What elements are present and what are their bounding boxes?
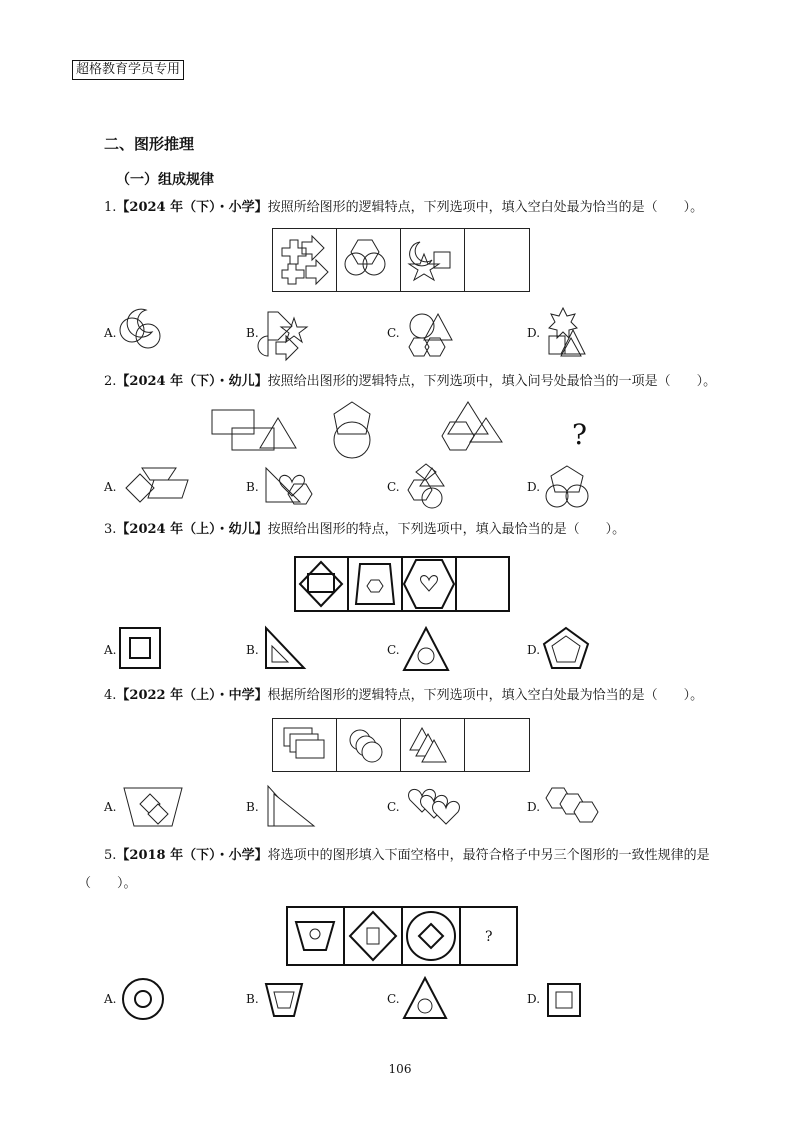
question-number: 3. (104, 522, 117, 537)
q1-option-d-label[interactable]: D. (527, 326, 541, 340)
q2-option-b-figure[interactable] (262, 462, 316, 508)
q4-option-b-figure[interactable] (264, 784, 320, 830)
question-tag: 【2024 年（下）・小学】 (116, 200, 268, 215)
q1-cell3-star-crescent (409, 242, 450, 280)
q5-option-d-label[interactable]: D. (527, 992, 541, 1006)
q5-option-a-figure[interactable] (120, 976, 166, 1022)
q5-option-d-figure[interactable] (546, 982, 582, 1018)
question-tag: 【2024 年（下）・幼儿】 (116, 374, 268, 389)
question-3 (104, 522, 625, 538)
q4-cell3-triangles (410, 728, 446, 762)
q5-option-a-label[interactable]: A. (104, 992, 117, 1006)
q1-option-b-label[interactable]: B. (246, 326, 259, 340)
question-text: 将选项中的图形填入下面空格中，最符合格子中另三个图形的一致性规律的是 (267, 848, 710, 863)
q2-option-c-label[interactable]: C. (387, 480, 400, 494)
q1-option-b-figure[interactable] (262, 308, 312, 360)
q3-option-b-figure[interactable] (262, 626, 306, 670)
q2-fig3-hexagon-triangles (442, 402, 502, 450)
q4-option-a-figure[interactable] (122, 784, 184, 830)
q2-option-d-figure[interactable] (543, 464, 593, 510)
q4-option-b-label[interactable]: B. (246, 800, 259, 814)
q5-figure-strip (286, 906, 518, 966)
q2-option-c-figure[interactable] (402, 462, 452, 510)
q4-cell2-circles (350, 730, 382, 762)
question-text: 根据所给图形的逻辑特点，下列选项中，填入空白处最为恰当的是（ ）。 (267, 688, 704, 703)
q4-option-a-label[interactable]: A. (104, 800, 117, 814)
q1-cell1-crosses-arrows (282, 236, 328, 284)
q2-option-b-label[interactable]: B. (246, 480, 259, 494)
question-number: 1. (104, 200, 117, 215)
question-tag: 【2024 年（上）・幼儿】 (116, 522, 268, 537)
q4-option-d-label[interactable]: D. (527, 800, 541, 814)
q3-option-d-figure[interactable] (542, 626, 590, 670)
q4-figure-strip (272, 718, 530, 772)
q5-option-c-figure[interactable] (402, 976, 448, 1020)
student-only-stamp: 超格教育学员专用 (72, 60, 184, 80)
question-number: 4. (104, 688, 117, 703)
q5-question-mark: ? (485, 929, 493, 945)
q2-question-mark: ? (572, 418, 588, 451)
q2-figure-row (200, 400, 600, 460)
q1-option-d-figure[interactable] (543, 306, 589, 360)
q5-option-c-label[interactable]: C. (387, 992, 400, 1006)
question-number: 5. (104, 848, 117, 863)
question-text: 按照给出图形的逻辑特点，下列选项中，填入问号处最恰当的一项是（ ）。 (267, 374, 717, 389)
q1-option-a-label[interactable]: A. (104, 326, 117, 340)
q5-cell3-circle-diamond (407, 912, 455, 960)
q4-option-c-label[interactable]: C. (387, 800, 400, 814)
question-number: 2. (104, 374, 117, 389)
q3-option-b-label[interactable]: B. (246, 643, 259, 657)
q2-option-a-figure[interactable] (124, 464, 194, 504)
question-5-continued: （ ）。 (78, 876, 137, 891)
question-text: 按照给出图形的特点，下列选项中，填入最恰当的是（ ）。 (267, 522, 626, 537)
question-tag: 【2018 年（下）・小学】 (116, 848, 268, 863)
question-1 (104, 200, 703, 216)
q4-cell1-rectangles (284, 728, 324, 758)
q4-option-d-figure[interactable] (544, 784, 600, 828)
question-5 (104, 848, 710, 864)
section-title: 二、图形推理 (104, 135, 195, 153)
q3-option-a-label[interactable]: A. (104, 643, 117, 657)
q2-option-a-label[interactable]: A. (104, 480, 117, 494)
q3-figure-strip (294, 556, 510, 612)
q5-option-b-figure[interactable] (264, 980, 304, 1020)
q3-option-d-label[interactable]: D. (527, 643, 541, 657)
q3-cell2-trapezoid-hexagon (356, 564, 394, 604)
question-2 (104, 374, 716, 390)
q3-option-a-figure[interactable] (118, 626, 162, 670)
q1-option-c-figure[interactable] (402, 308, 454, 360)
question-4 (104, 688, 703, 704)
q3-option-c-figure[interactable] (402, 626, 450, 672)
q1-figure-strip (272, 228, 530, 292)
q1-option-c-label[interactable]: C. (387, 326, 400, 340)
q4-option-c-figure[interactable] (404, 784, 464, 828)
page-number: 106 (388, 1062, 412, 1076)
q3-option-c-label[interactable]: C. (387, 643, 400, 657)
q2-option-d-label[interactable]: D. (527, 480, 541, 494)
q1-option-a-figure[interactable] (118, 308, 168, 358)
subsection-title: （一）组成规律 (116, 172, 214, 188)
q5-cell2-diamond-rect (350, 912, 396, 960)
q5-cell1-trapezoid-circle (296, 922, 334, 950)
q3-cell1-diamond-rect (300, 562, 342, 606)
q2-fig2-pentagon-circle (334, 402, 370, 458)
q2-fig1-rectangles-triangle (212, 410, 296, 450)
question-text: 按照所给图形的逻辑特点，下列选项中，填入空白处最为恰当的是（ ）。 (267, 200, 704, 215)
q3-cell3-hexagon-heart (404, 560, 454, 608)
q5-option-b-label[interactable]: B. (246, 992, 259, 1006)
question-tag: 【2022 年（上）・中学】 (116, 688, 268, 703)
q1-cell2-hexagon-circles (345, 240, 385, 275)
